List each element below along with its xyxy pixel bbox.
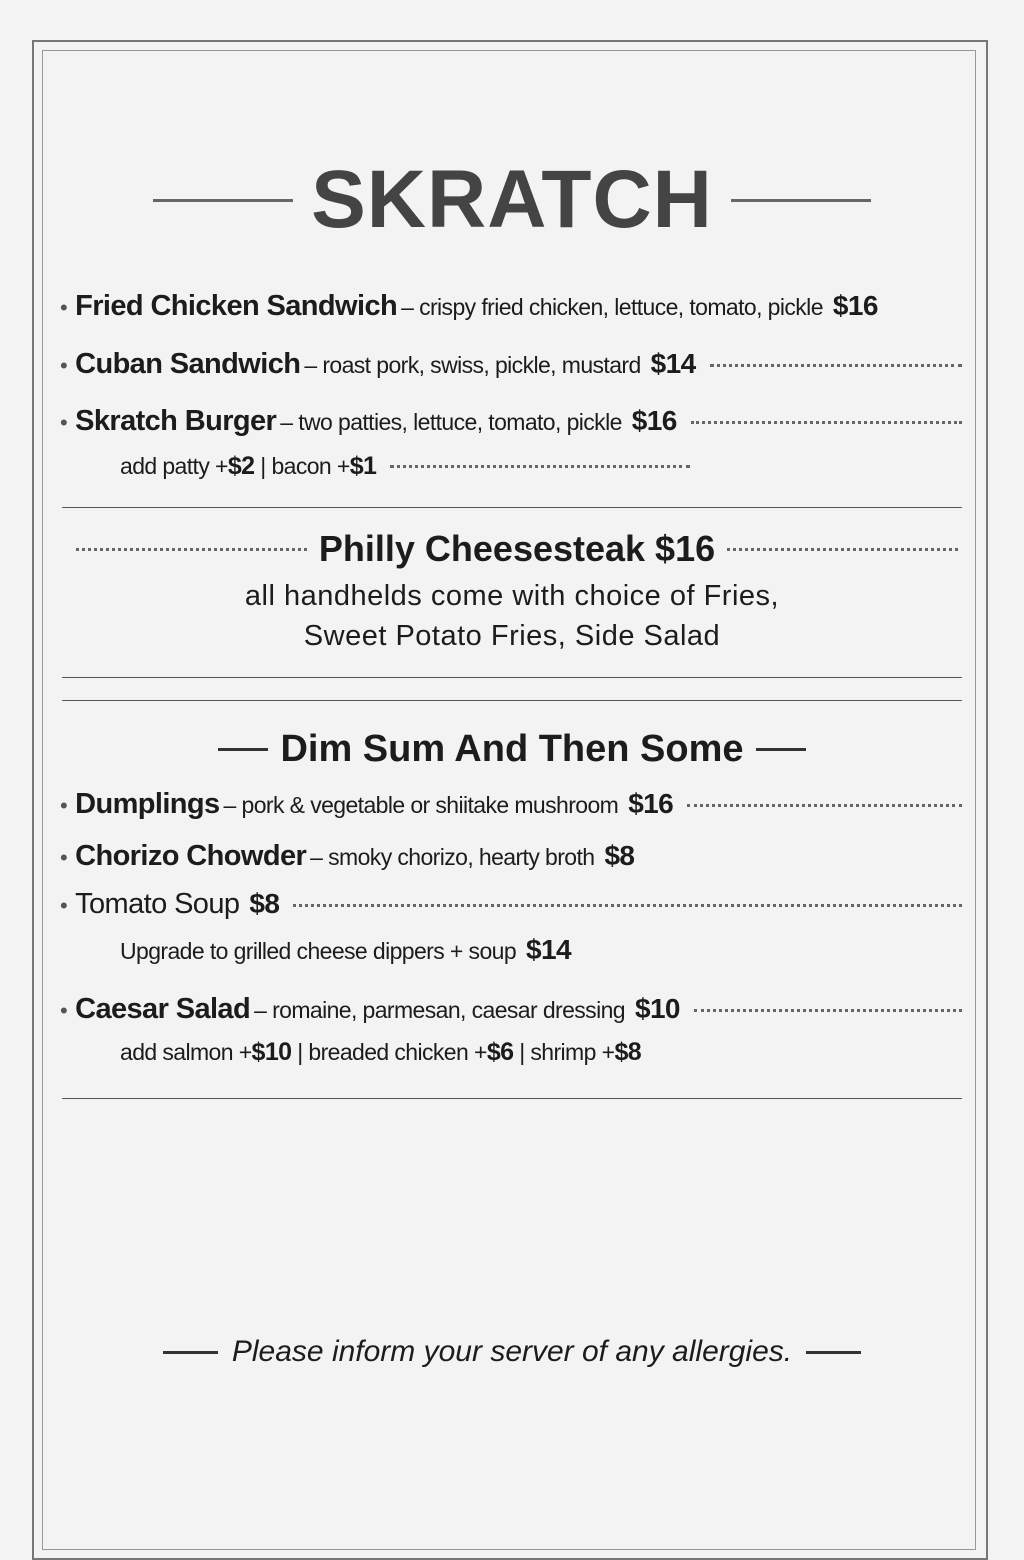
salad-addons xyxy=(120,1038,962,1067)
item-desc: – roast pork, swiss, pickle, mustard xyxy=(304,352,641,378)
item-desc: – crispy fried chicken, lettuce, tomato, pickle xyxy=(401,294,823,320)
divider xyxy=(62,677,962,678)
bullet: • xyxy=(60,353,68,378)
bullet: • xyxy=(60,998,68,1023)
item-price: $8 xyxy=(249,888,280,919)
item-price: $8 xyxy=(604,840,635,871)
divider xyxy=(62,507,962,508)
burger-addons xyxy=(120,452,962,481)
menu-item xyxy=(60,840,962,873)
item-desc: – smoky chorizo, hearty broth xyxy=(310,844,595,870)
sides-note: Sweet Potato Fries, Side Salad xyxy=(303,620,721,652)
menu-item xyxy=(60,290,962,323)
upgrade-text: Upgrade to grilled cheese dippers + soup xyxy=(120,938,517,964)
item-name: Cuban Sandwich xyxy=(75,348,301,380)
dot-leader xyxy=(76,548,307,551)
dot-leader xyxy=(727,548,958,551)
sides-note: all handhelds come with choice of Fries, xyxy=(244,580,780,612)
item-desc: – pork & vegetable or shiitake mushroom xyxy=(223,792,619,818)
item-price: $16 xyxy=(631,405,677,436)
dot-leader xyxy=(293,904,962,907)
menu-item xyxy=(60,348,962,381)
dot-leader xyxy=(710,364,962,367)
soup-upgrade xyxy=(120,934,962,966)
item-price: $16 xyxy=(832,290,878,321)
philly-title: Philly Cheesesteak $16 xyxy=(318,528,716,569)
divider xyxy=(218,748,268,751)
bullet: • xyxy=(60,410,68,435)
dot-leader xyxy=(694,1009,962,1012)
item-price: $16 xyxy=(628,788,674,819)
bullet: • xyxy=(60,893,68,918)
dot-leader xyxy=(390,465,690,468)
menu-item xyxy=(60,405,962,438)
dot-leader xyxy=(691,421,962,424)
menu-item xyxy=(60,788,962,821)
item-name: Chorizo Chowder xyxy=(75,840,307,872)
divider xyxy=(62,700,962,701)
menu-item xyxy=(60,993,962,1026)
divider xyxy=(806,1351,861,1354)
menu-item xyxy=(60,888,962,921)
footer xyxy=(0,1335,1024,1369)
item-name: Tomato Soup xyxy=(75,888,240,920)
divider xyxy=(731,199,871,202)
divider xyxy=(756,748,806,751)
item-price: $14 xyxy=(650,348,696,379)
restaurant-title: SKRATCH xyxy=(311,154,713,245)
divider xyxy=(62,1098,962,1099)
divider xyxy=(153,199,293,202)
section-title: Dim Sum And Then Some xyxy=(280,728,744,770)
bullet: • xyxy=(60,793,68,818)
upgrade-price: $14 xyxy=(526,934,571,965)
item-name: Caesar Salad xyxy=(75,993,251,1025)
dot-leader xyxy=(687,804,962,807)
bullet: • xyxy=(60,845,68,870)
item-name: Fried Chicken Sandwich xyxy=(75,290,398,322)
item-desc: – two patties, lettuce, tomato, pickle xyxy=(280,409,622,435)
allergy-note: Please inform your server of any allergies. xyxy=(231,1335,793,1368)
addon-text: add patty +$2 | bacon +$1 xyxy=(120,452,377,480)
item-name: Skratch Burger xyxy=(75,405,277,437)
menu-header xyxy=(0,150,1024,250)
item-price: $10 xyxy=(634,993,680,1024)
bullet: • xyxy=(60,295,68,320)
addon-text: add salmon +$10 | breaded chicken +$6 | shrimp +$8 xyxy=(120,1038,642,1066)
divider xyxy=(163,1351,218,1354)
section-header xyxy=(0,728,1024,771)
item-name: Dumplings xyxy=(75,788,220,820)
item-desc: – romaine, parmesan, caesar dressing xyxy=(254,997,625,1023)
philly-item xyxy=(76,528,958,570)
